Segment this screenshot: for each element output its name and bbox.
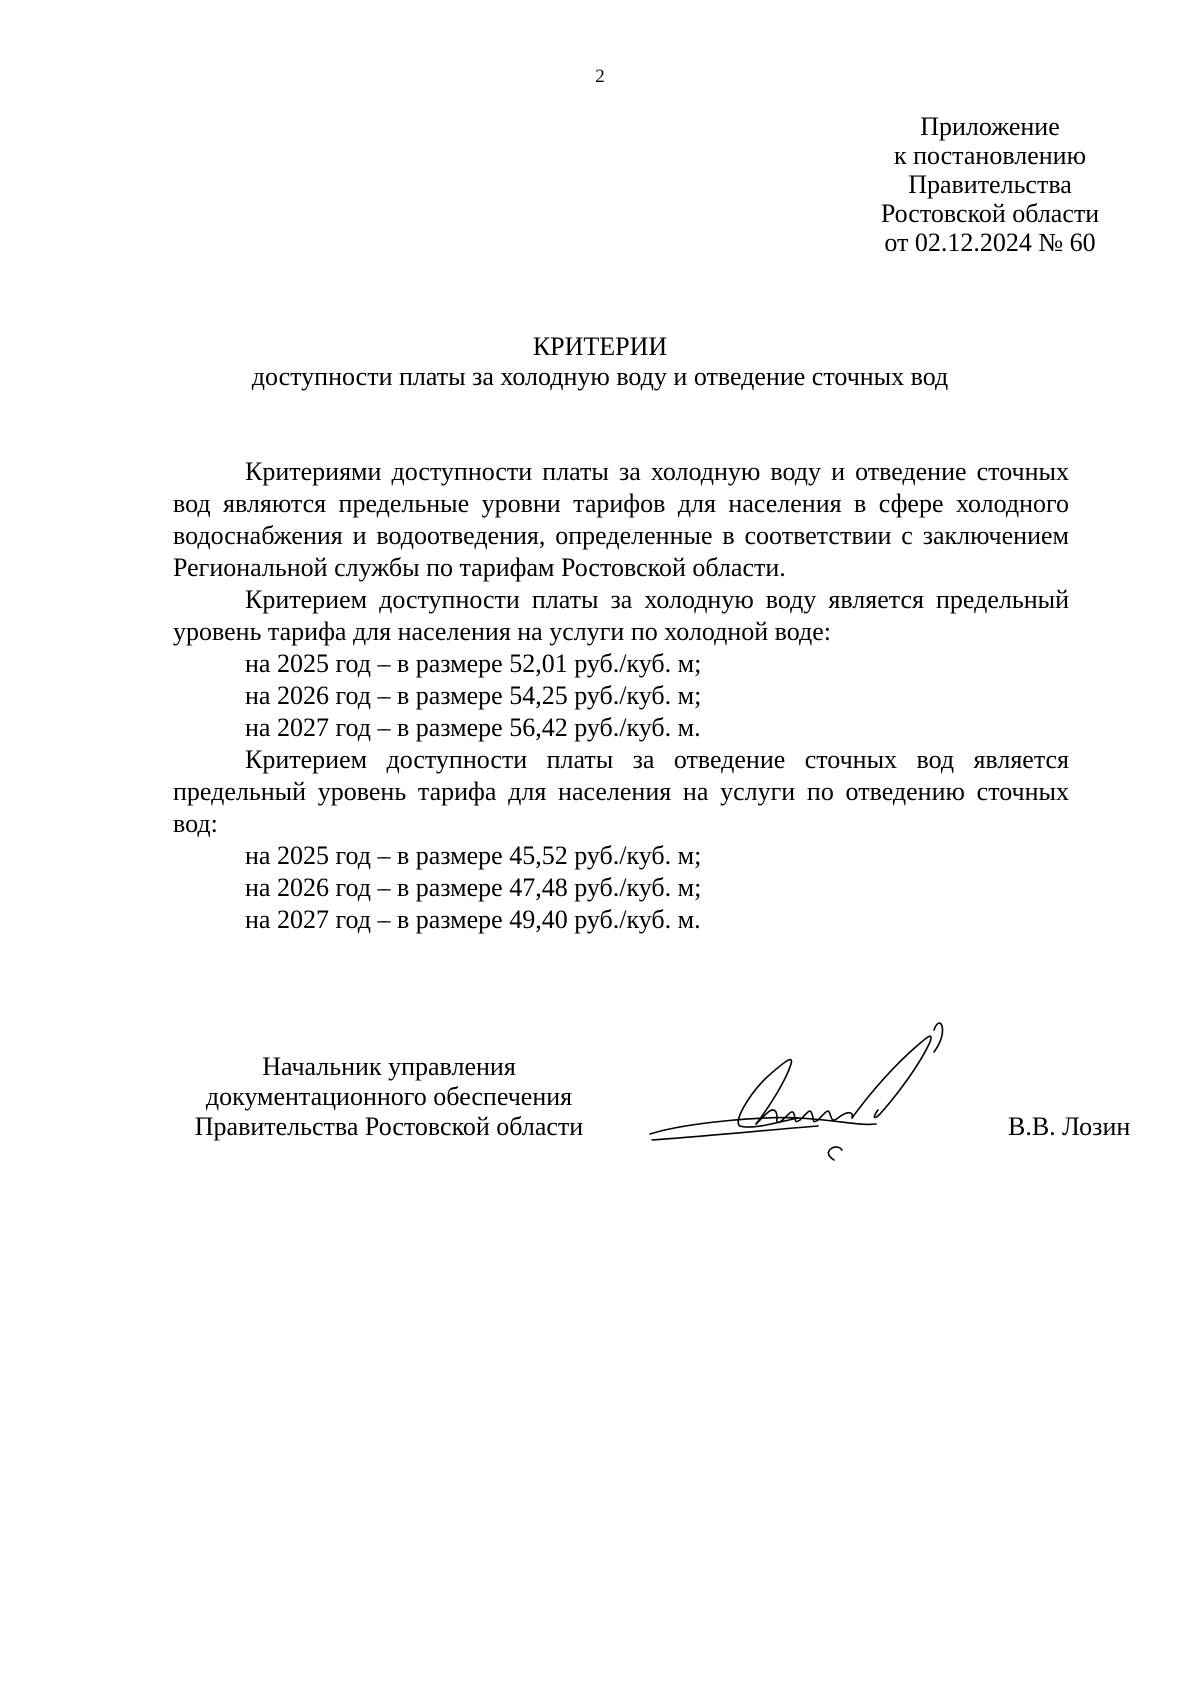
appendix-line: к постановлению: [893, 141, 1087, 170]
cold-water-tariff-item: на 2025 год – в размере 52,01 руб./куб. м;: [245, 649, 702, 678]
wastewater-tariff-item: на 2025 год – в размере 45,52 руб./куб. м;: [245, 841, 702, 870]
wastewater-tariff-item: на 2027 год – в размере 49,40 руб./куб. м.: [245, 905, 701, 934]
cold-water-tariff-item: на 2026 год – в размере 54,25 руб./куб. м;: [245, 681, 702, 710]
document-title: КРИТЕРИИ: [532, 332, 668, 361]
document-heading: [0, 332, 1200, 392]
cold-water-tariff-item: на 2027 год – в размере 56,42 руб./куб. м.: [245, 713, 701, 742]
signer-name: В.В. Лозин: [1008, 1112, 1131, 1141]
signatory-position: [170, 1052, 608, 1142]
appendix-line: Приложение: [920, 112, 1060, 141]
paragraph: Критериями доступности платы за холодную воду и отведение сточных вод являются предельные уровни тарифов для населения в сфере холодного водоснабжения и водоотведения, определенные в соответствии с заключением Региональной службы по тарифам Ростовской области.: [173, 457, 1069, 582]
paragraph: Критерием доступности платы за отведение сточных вод является предельный уровень тарифа для населения на услуги по отведению сточных вод:: [173, 745, 1069, 838]
appendix-line: Ростовской области: [880, 199, 1100, 228]
wastewater-tariff-item: на 2026 год – в размере 47,48 руб./куб. м;: [245, 873, 702, 902]
document-subtitle: доступности платы за холодную воду и отведение сточных вод: [251, 362, 949, 391]
document-body: [173, 456, 1069, 936]
signatory-line: Начальник управления: [262, 1052, 516, 1081]
appendix-header: [820, 112, 1160, 257]
signatory-line: Правительства Ростовской области: [194, 1112, 584, 1141]
signatory-line: документационного обеспечения: [205, 1082, 573, 1111]
appendix-date-number: от 02.12.2024 № 60: [884, 228, 1096, 257]
handwritten-signature: [648, 1018, 978, 1178]
appendix-line: Правительства: [908, 170, 1072, 199]
paragraph: Критерием доступности платы за холодную воду является предельный уровень тарифа для населения на услуги по холодной воде:: [173, 585, 1069, 646]
page-number: 2: [595, 66, 605, 87]
